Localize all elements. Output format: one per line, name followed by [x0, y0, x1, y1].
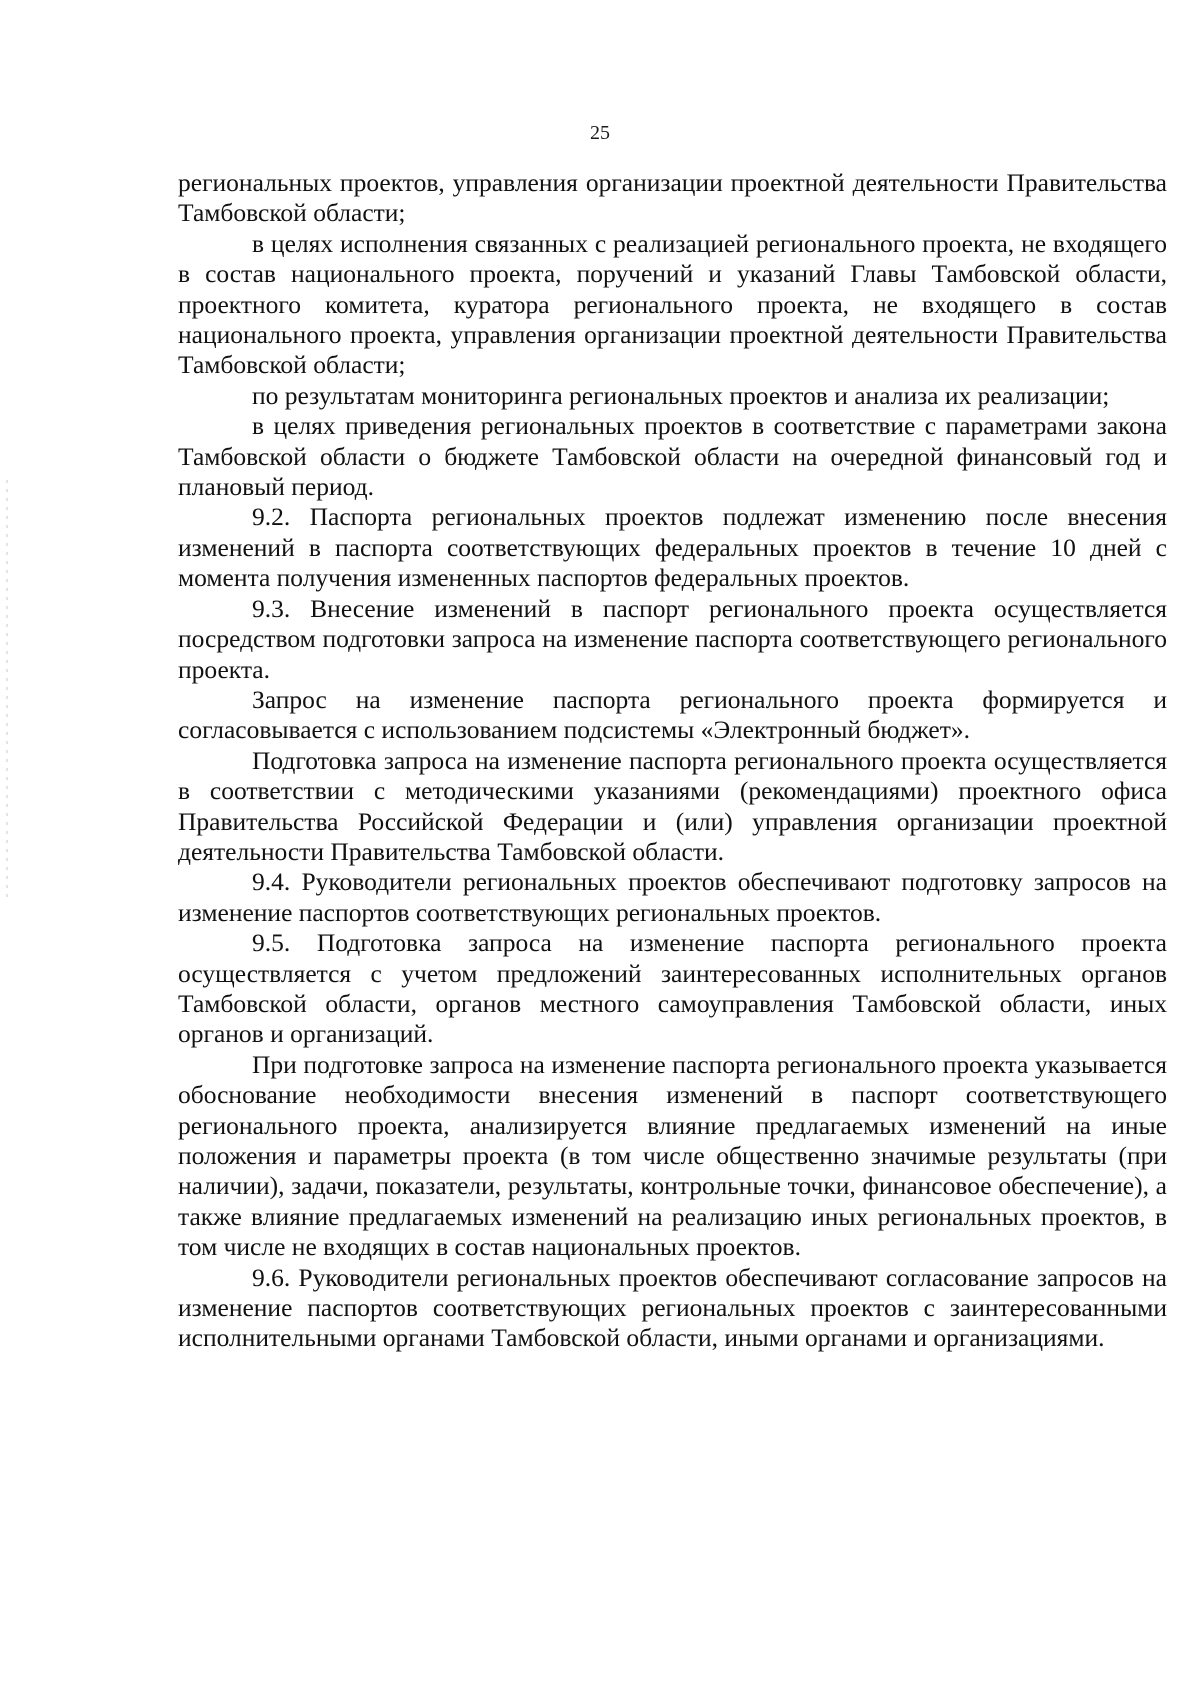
scan-edge-artifact: [6, 480, 8, 900]
paragraph: Подготовка запроса на изменение паспорта регионального проекта осуществляется в соответствии с методическими указаниями (рекомендациями) проектного офиса Правительства Российской Федерации и (или) управления организации проектной деятельности Правительства Тамбовской области.: [178, 745, 1167, 866]
paragraph: в целях приведения региональных проектов в соответствие с параметрами закона Тамбовской области о бюджете Тамбовской области на очередной финансовый год и плановый период.: [178, 411, 1167, 502]
paragraph: 9.6. Руководители региональных проектов обеспечивают согласование запросов на изменение паспортов соответствующих региональных проектов с заинтересованными исполнительными органами Тамбовской области, иными органами и организациями.: [178, 1262, 1167, 1353]
page-number: 25: [590, 122, 610, 144]
paragraph: При подготовке запроса на изменение паспорта регионального проекта указывается обоснование необходимости внесения изменений в паспорт соответствующего регионального проекта, анализируется влияние предлагаемых изменений на иные положения и параметры проекта (в том числе общественно значимые результаты (при наличии), задачи, показатели, результаты, контрольные точки, финансовое обеспечение), а также влияние предлагаемых изменений на реализацию иных региональных проектов, в том числе не входящих в состав национальных проектов.: [178, 1049, 1167, 1262]
paragraph: региональных проектов, управления организации проектной деятельности Правительства Тамбовской области;: [178, 168, 1167, 228]
paragraph: Запрос на изменение паспорта регионального проекта формируется и согласовывается с использованием подсистемы «Электронный бюджет».: [178, 684, 1167, 745]
paragraph: 9.2. Паспорта региональных проектов подлежат изменению после внесения изменений в паспорта соответствующих федеральных проектов в течение 10 дней с момента получения измененных паспортов федеральных проектов.: [178, 502, 1167, 593]
paragraph: 9.5. Подготовка запроса на изменение паспорта регионального проекта осуществляется с учетом предложений заинтересованных исполнительных органов Тамбовской области, органов местного самоуправления Тамбовской области, иных органов и организаций.: [178, 928, 1167, 1049]
paragraph: по результатам мониторинга региональных проектов и анализа их реализации;: [252, 380, 1110, 410]
paragraph: 9.3. Внесение изменений в паспорт регионального проекта осуществляется посредством подготовки запроса на изменение паспорта соответствующего регионального проекта.: [178, 593, 1167, 684]
document-body: [178, 168, 1167, 1354]
paragraph: 9.4. Руководители региональных проектов обеспечивают подготовку запросов на изменение паспортов соответствующих региональных проектов.: [178, 867, 1167, 927]
paragraph: в целях исполнения связанных с реализацией регионального проекта, не входящего в состав национального проекта, поручений и указаний Главы Тамбовской области, проектного комитета, куратора регионального проекта, не входящего в состав национального проекта, управления организации проектной деятельности Правительства Тамбовской области;: [178, 228, 1167, 380]
